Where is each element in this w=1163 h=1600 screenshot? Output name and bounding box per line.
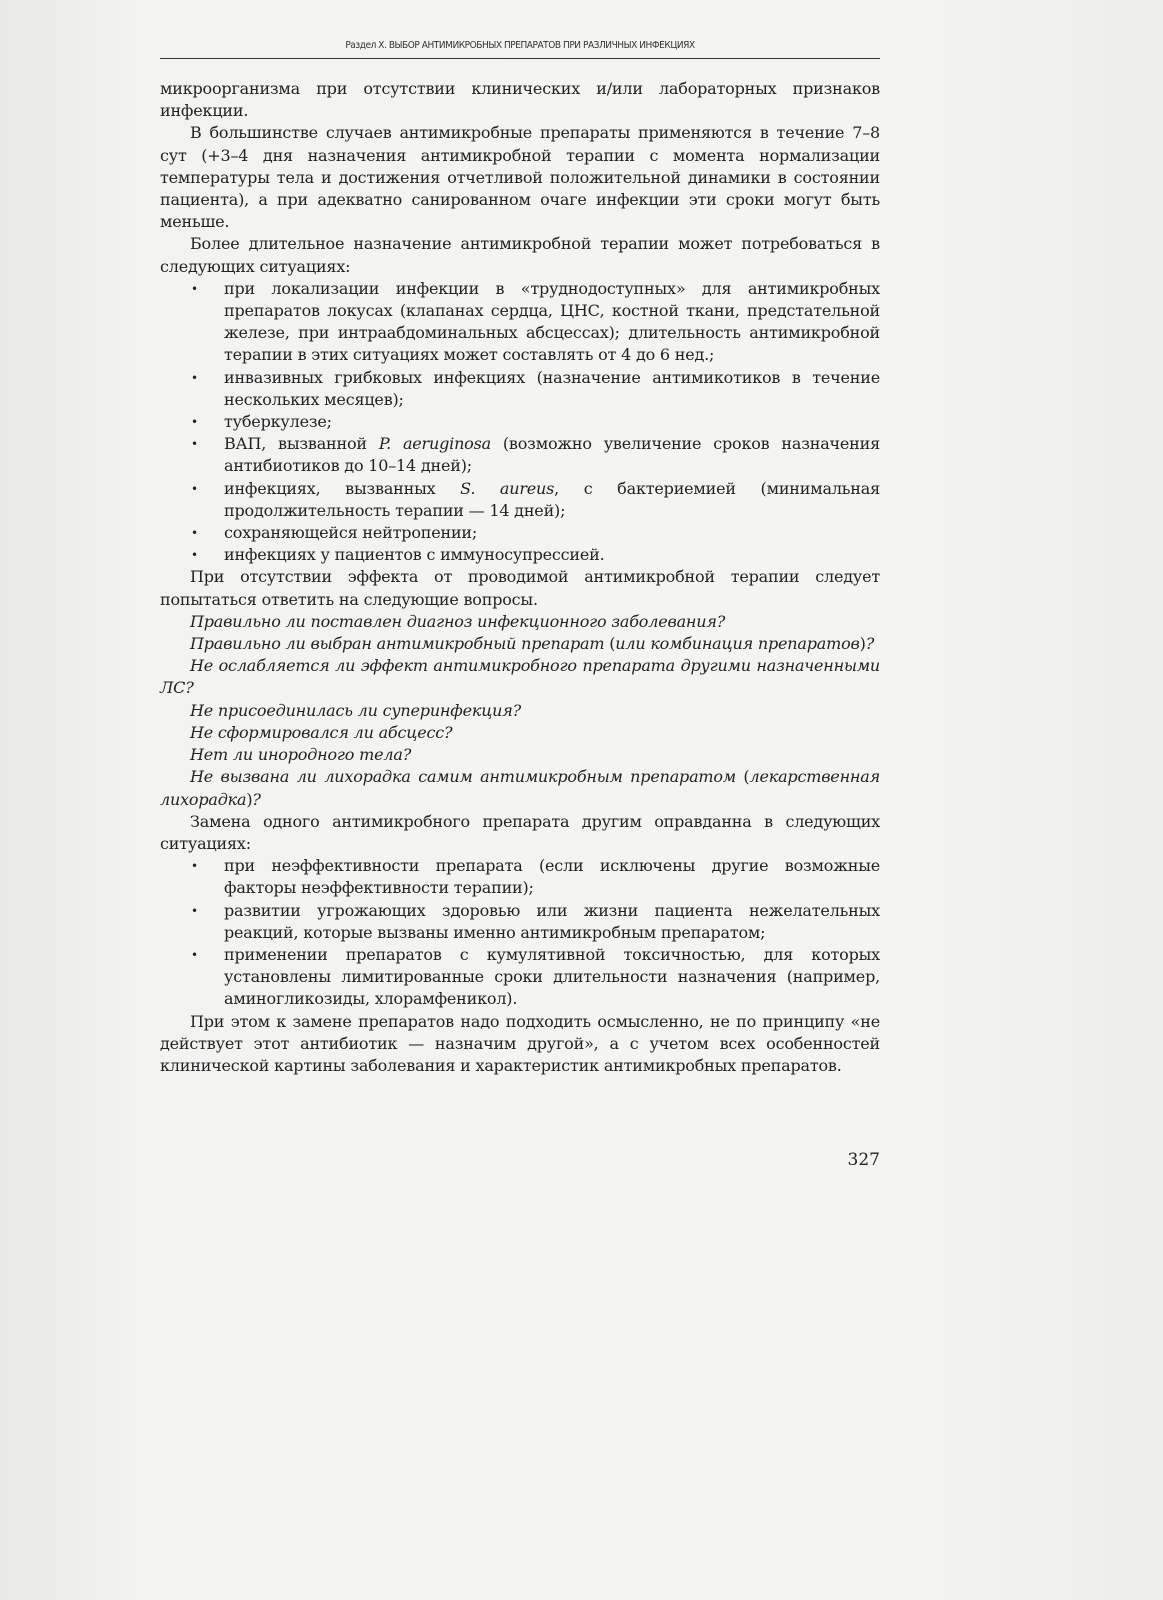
paragraph-replacement: Замена одного антимикробного препарата другим оправданна в следующих ситуациях: <box>160 811 880 853</box>
question-superinfection: Не присоединилась ли суперинфекция? <box>190 700 522 720</box>
list-item: • инфекциях, вызванных S. aureus, с бактериемией (минимальная продолжительность терапии — 14 дней); <box>191 478 880 520</box>
list-item: • инвазивных грибковых инфекциях (назначение антимикотиков в течение нескольких месяцев); <box>191 367 880 409</box>
question-interaction: Не ослабляется ли эффект антимикробного препарата другими назначенными ЛС? <box>160 656 880 698</box>
list-longer-therapy-situations <box>160 278 880 567</box>
paragraph-duration: В большинстве случаев антимикробные препараты применяются в течение 7–8 сут (+3–4 дня назначения антимикробной терапии с момента нормализации температуры тела и достижения отчетливой положительной динамики в состоянии пациента), а при адекватно санированном очаге инфекции эти сроки могут быть меньше. <box>160 123 880 232</box>
bullet-icon: • <box>191 947 198 962</box>
species-name: S. aureus <box>460 478 555 498</box>
list-item: • при локализации инфекции в «труднодоступных» для антимикробных препаратов локусах (клапанах сердца, ЦНС, костной ткани, предстательной железе, при интраабдоминальных абсцессах); длительность антимикробной терапии в этих ситуациях может составлять от 4 до 6 нед.; <box>191 278 880 365</box>
paragraph-no-effect: При отсутствии эффекта от проводимой антимикробной терапии следует попытаться ответить на следующие вопросы. <box>160 567 880 609</box>
paragraph-conclusion: При этом к замене препаратов надо подходить осмысленно, не по принципу «не действует этот антибиотик — назначим другой», а с учетом всех особенностей клинической картины заболевания и характеристик антимикробных препаратов. <box>160 1011 880 1075</box>
list-item: • ВАП, вызванной P. aeruginosa (возможно увеличение сроков назначения антибиотиков до 10–14 дней); <box>191 434 881 476</box>
bullet-icon: • <box>191 370 198 385</box>
list-replacement-situations <box>160 855 880 1010</box>
header-rule <box>160 58 880 59</box>
bullet-icon: • <box>191 481 198 496</box>
list-item: • сохраняющейся нейтропении; <box>224 522 880 544</box>
bullet-icon: • <box>191 526 198 541</box>
list-item: • туберкулезе; <box>224 411 880 433</box>
paragraph-longer-therapy: Более длительное назначение антимикробной терапии может потребоваться в следующих ситуациях: <box>160 234 880 276</box>
list-item: • инфекциях у пациентов с иммуносупрессией. <box>224 544 880 566</box>
question-foreign-body: Нет ли инородного тела? <box>190 745 412 765</box>
bullet-icon: • <box>191 437 198 452</box>
paragraph-continuation: микроорганизма при отсутствии клинических и/или лабораторных признаков инфекции. <box>160 79 880 121</box>
bullet-icon: • <box>191 281 198 296</box>
question-diagnosis: Правильно ли поставлен диагноз инфекционного заболевания? <box>190 611 726 631</box>
list-item: • применении препаратов с кумулятивной токсичностью, для которых установлены лимитированные сроки длительности назначения (например, аминогликозиды, хлорамфеникол). <box>191 944 880 1009</box>
bullet-icon: • <box>191 859 198 874</box>
bullet-icon: • <box>191 548 198 563</box>
species-name: P. aeruginosa <box>378 434 491 454</box>
list-item: • развитии угрожающих здоровью или жизни пациента нежелательных реакций, которые вызваны именно антимикробным препаратом; <box>191 900 880 942</box>
running-header: Раздел X. ВЫБОР АНТИМИКРОБНЫХ ПРЕПАРАТОВ ПРИ РАЗЛИЧНЫХ ИНФЕКЦИЯХ <box>345 40 695 51</box>
bullet-icon: • <box>191 903 198 918</box>
question-drug-choice: Правильно ли выбран антимикробный препарат (или комбинация препаратов)? <box>190 634 875 654</box>
page-body <box>160 78 880 1077</box>
list-item: • при неэффективности препарата (если исключены другие возможные факторы неэффективности терапии); <box>191 856 880 898</box>
page-number: 327 <box>847 1150 880 1170</box>
bullet-icon: • <box>191 415 198 430</box>
question-abscess: Не сформировался ли абсцесс? <box>190 722 453 742</box>
question-drug-fever: Не вызвана ли лихорадка самим антимикробным препаратом (лекарственная лихорадка)? <box>160 767 880 809</box>
